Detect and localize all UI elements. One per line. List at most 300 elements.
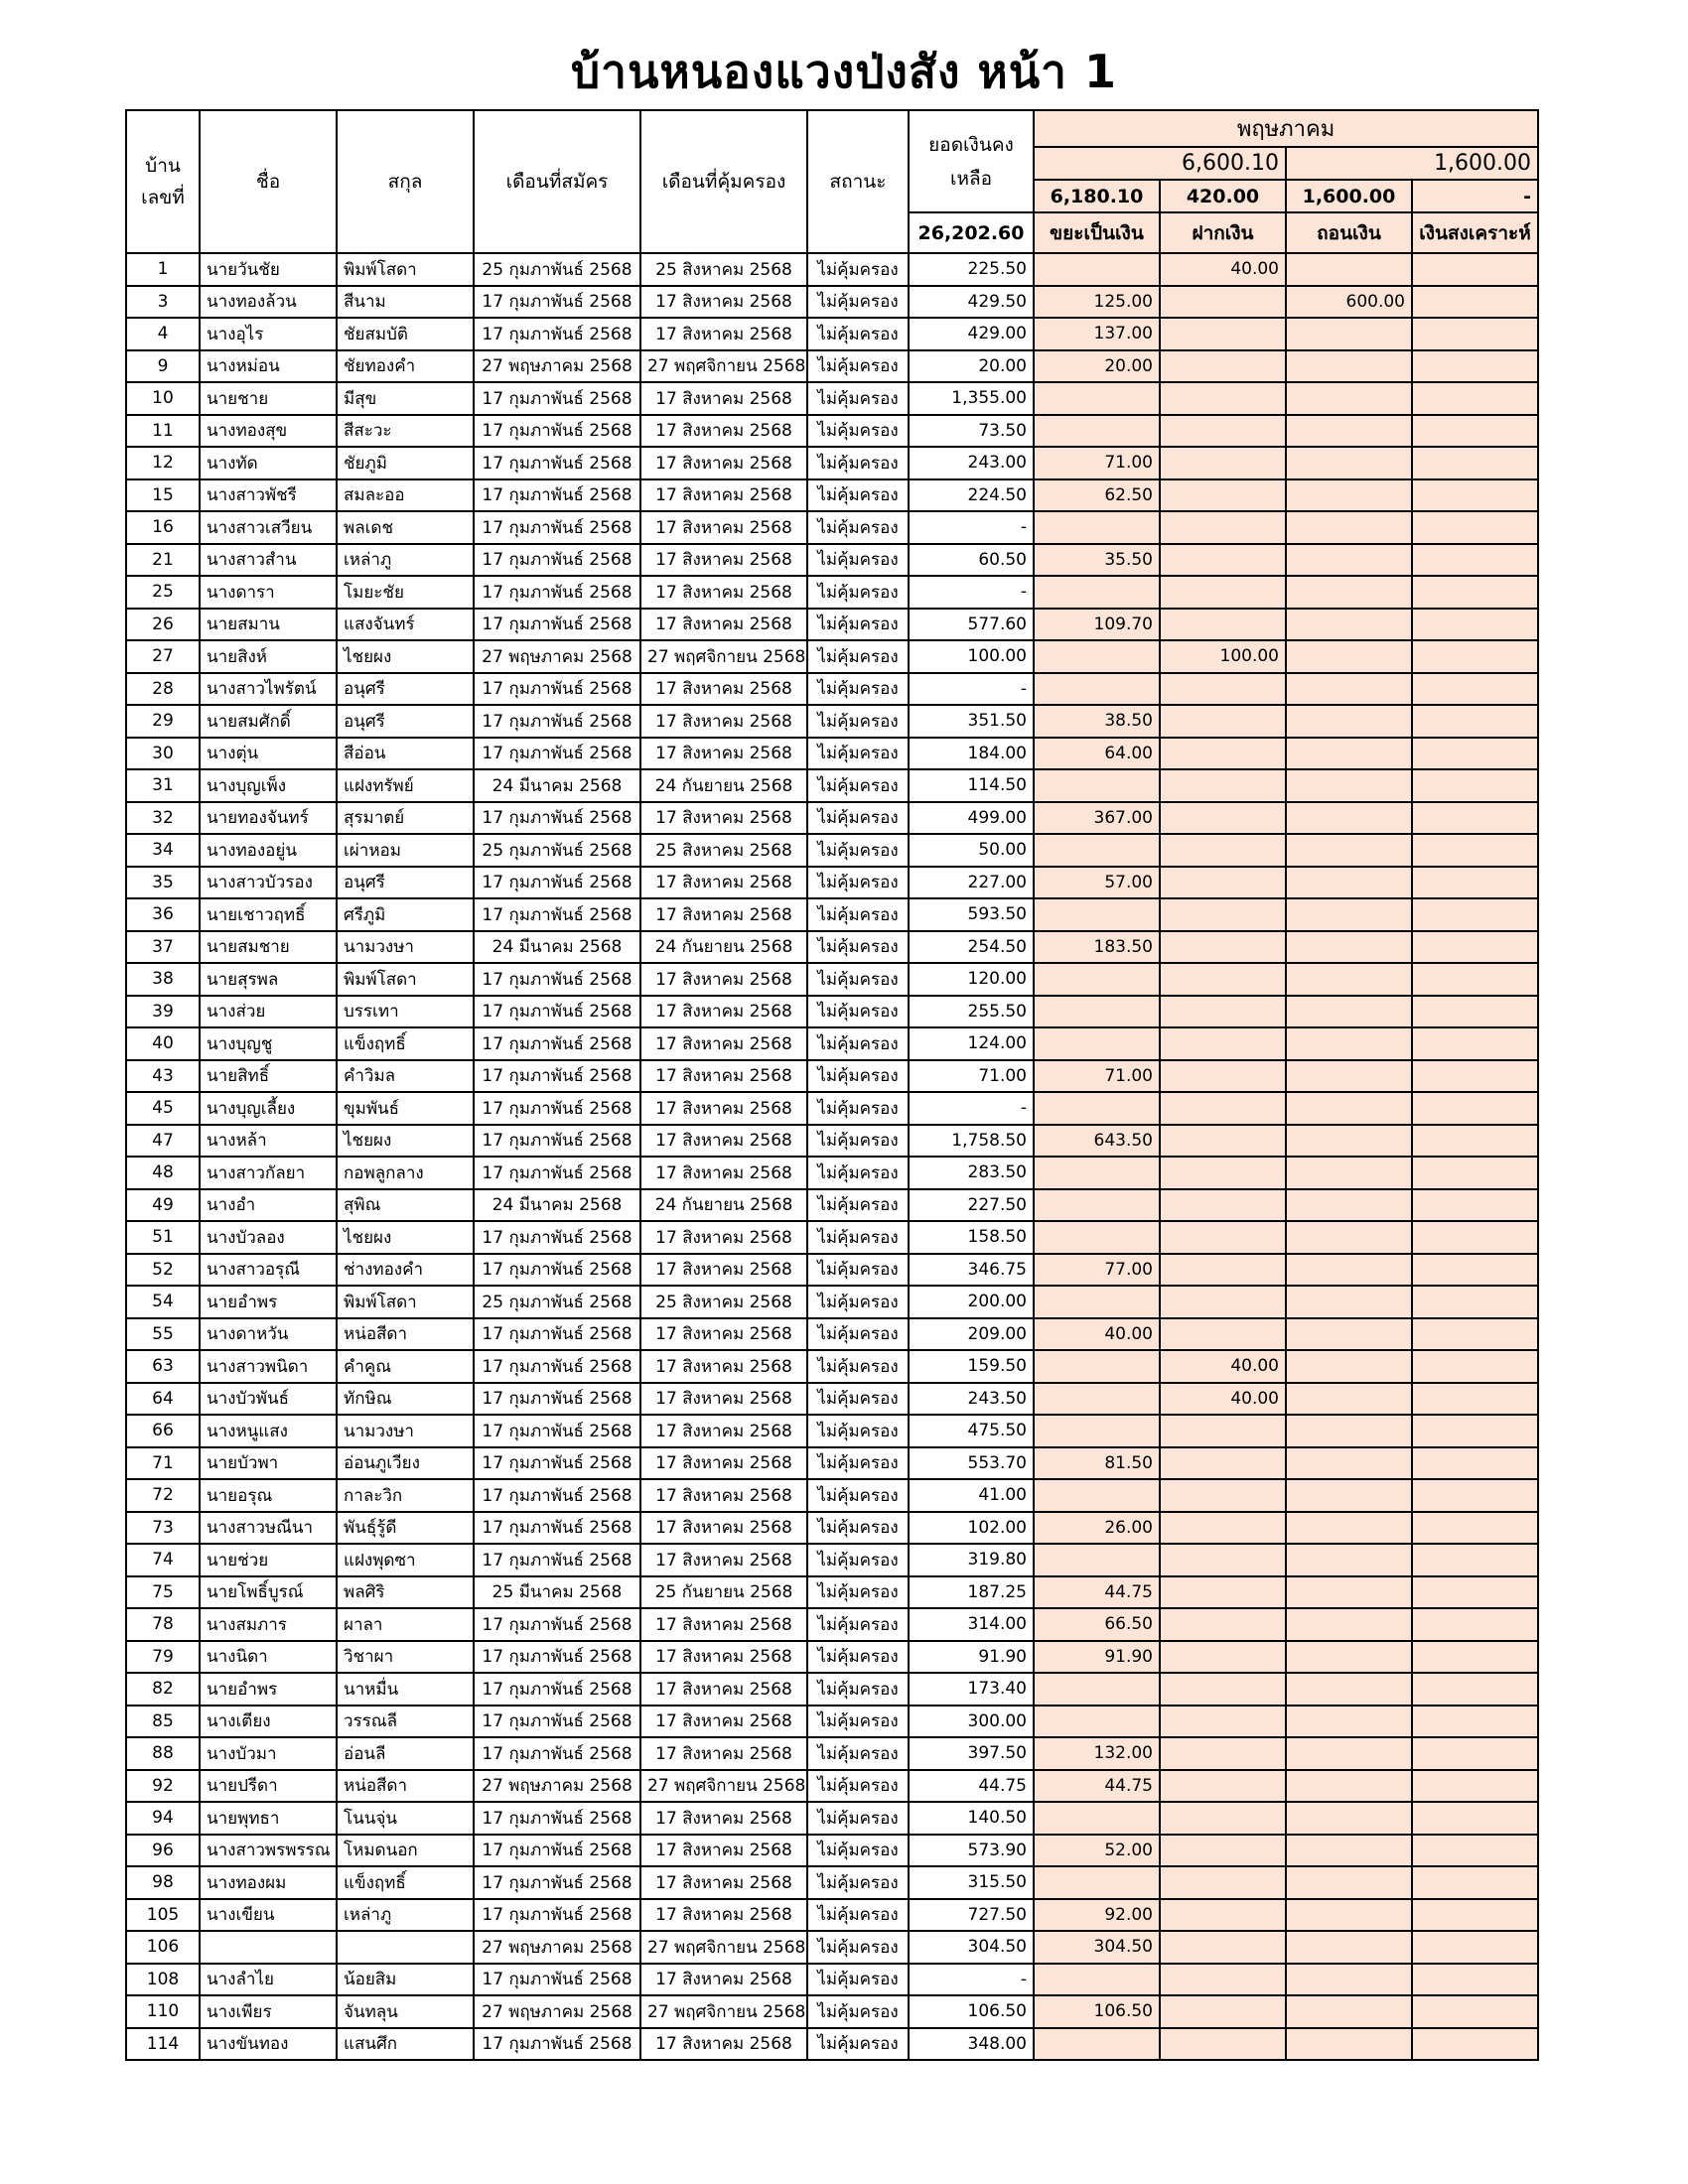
cell-deposit bbox=[1160, 1286, 1286, 1318]
cell-garbage bbox=[1034, 1544, 1160, 1576]
cell-status: ไม่คุ้มครอง bbox=[807, 1189, 909, 1222]
cell-balance: - bbox=[909, 1964, 1034, 1996]
cell-cover: 17 สิงหาคม 2568 bbox=[640, 1964, 807, 1996]
cell-join: 17 กุมภาพันธ์ 2568 bbox=[474, 1157, 640, 1189]
table-row bbox=[126, 1286, 1538, 1318]
cell-status: ไม่คุ้มครอง bbox=[807, 1608, 909, 1641]
cell-balance: 283.50 bbox=[909, 1157, 1034, 1189]
table-row bbox=[126, 1157, 1538, 1189]
cell-surname: แข็งฤทธิ์ bbox=[337, 1866, 474, 1899]
table-row bbox=[126, 415, 1538, 448]
cell-welfare bbox=[1412, 1608, 1538, 1641]
cell-name: นางเตียง bbox=[200, 1706, 337, 1738]
cell-no: 66 bbox=[126, 1415, 200, 1447]
cell-withdraw bbox=[1286, 1512, 1412, 1545]
cell-no: 49 bbox=[126, 1189, 200, 1222]
cell-cover: 17 สิงหาคม 2568 bbox=[640, 1157, 807, 1189]
cell-surname: สีสะวะ bbox=[337, 415, 474, 448]
cell-garbage: 132.00 bbox=[1034, 1737, 1160, 1770]
cell-name: นายสมชาย bbox=[200, 931, 337, 964]
cell-join: 17 กุมภาพันธ์ 2568 bbox=[474, 1125, 640, 1158]
cell-name: นางสาวพรพรรณ bbox=[200, 1835, 337, 1867]
cell-withdraw bbox=[1286, 1479, 1412, 1512]
cell-garbage: 109.70 bbox=[1034, 609, 1160, 641]
cell-welfare bbox=[1412, 1447, 1538, 1480]
cell-no: 85 bbox=[126, 1706, 200, 1738]
cell-surname: พลศิริ bbox=[337, 1576, 474, 1609]
cell-name: นายบัวพา bbox=[200, 1447, 337, 1480]
cell-balance: 100.00 bbox=[909, 640, 1034, 673]
cell-cover: 17 สิงหาคม 2568 bbox=[640, 1866, 807, 1899]
cell-surname: มีสุข bbox=[337, 382, 474, 415]
table-row bbox=[126, 1254, 1538, 1287]
table-row bbox=[126, 1318, 1538, 1351]
cell-cover: 25 สิงหาคม 2568 bbox=[640, 834, 807, 867]
cell-no: 63 bbox=[126, 1350, 200, 1383]
table-row bbox=[126, 1221, 1538, 1254]
cell-no: 3 bbox=[126, 286, 200, 319]
cell-deposit bbox=[1160, 576, 1286, 609]
cell-welfare bbox=[1412, 415, 1538, 448]
cell-status: ไม่คุ้มครอง bbox=[807, 1673, 909, 1706]
cell-surname: สมละออ bbox=[337, 479, 474, 512]
cell-deposit bbox=[1160, 609, 1286, 641]
cell-garbage: 125.00 bbox=[1034, 286, 1160, 319]
cell-balance: 73.50 bbox=[909, 415, 1034, 448]
cell-deposit bbox=[1160, 867, 1286, 899]
table-row bbox=[126, 673, 1538, 706]
cell-no: 74 bbox=[126, 1544, 200, 1576]
cell-cover: 27 พฤศจิกายน 2568 bbox=[640, 640, 807, 673]
cell-balance: 346.75 bbox=[909, 1254, 1034, 1287]
cell-surname: อนุศรี bbox=[337, 705, 474, 738]
cell-join: 17 กุมภาพันธ์ 2568 bbox=[474, 1415, 640, 1447]
cell-name: นางอำ bbox=[200, 1189, 337, 1222]
cell-deposit bbox=[1160, 1318, 1286, 1351]
header-status: สถานะ bbox=[807, 110, 909, 253]
cell-deposit bbox=[1160, 318, 1286, 350]
cell-garbage: 91.90 bbox=[1034, 1641, 1160, 1674]
cell-garbage bbox=[1034, 1092, 1160, 1125]
table-row bbox=[126, 1737, 1538, 1770]
cell-surname: คำคูณ bbox=[337, 1350, 474, 1383]
cell-garbage bbox=[1034, 898, 1160, 931]
cell-join: 17 กุมภาพันธ์ 2568 bbox=[474, 1447, 640, 1480]
cell-no: 38 bbox=[126, 963, 200, 996]
cell-welfare bbox=[1412, 769, 1538, 802]
cell-surname: โมยะชัย bbox=[337, 576, 474, 609]
cell-balance: 173.40 bbox=[909, 1673, 1034, 1706]
cell-join: 17 กุมภาพันธ์ 2568 bbox=[474, 1899, 640, 1932]
cell-surname: กาละวิก bbox=[337, 1479, 474, 1512]
cell-join: 27 พฤษภาคม 2568 bbox=[474, 1931, 640, 1964]
cell-cover: 17 สิงหาคม 2568 bbox=[640, 1899, 807, 1932]
cell-garbage bbox=[1034, 511, 1160, 544]
cell-surname: ชัยภูมิ bbox=[337, 447, 474, 479]
cell-deposit bbox=[1160, 898, 1286, 931]
cell-welfare bbox=[1412, 318, 1538, 350]
cell-no: 92 bbox=[126, 1770, 200, 1803]
cell-garbage: 64.00 bbox=[1034, 738, 1160, 770]
cell-no: 105 bbox=[126, 1899, 200, 1932]
cell-status: ไม่คุ้มครอง bbox=[807, 738, 909, 770]
cell-balance: 1,355.00 bbox=[909, 382, 1034, 415]
cell-no: 52 bbox=[126, 1254, 200, 1287]
table-row bbox=[126, 1544, 1538, 1576]
cell-status: ไม่คุ้มครอง bbox=[807, 640, 909, 673]
cell-balance: 224.50 bbox=[909, 479, 1034, 512]
cell-status: ไม่คุ้มครอง bbox=[807, 673, 909, 706]
cell-no: 96 bbox=[126, 1835, 200, 1867]
cell-withdraw bbox=[1286, 1802, 1412, 1835]
cell-cover: 17 สิงหาคม 2568 bbox=[640, 1479, 807, 1512]
cell-join: 27 พฤษภาคม 2568 bbox=[474, 350, 640, 383]
cell-cover: 17 สิงหาคม 2568 bbox=[640, 318, 807, 350]
cell-welfare bbox=[1412, 1512, 1538, 1545]
cell-no: 28 bbox=[126, 673, 200, 706]
cell-surname: ขุมพันธ์ bbox=[337, 1092, 474, 1125]
cell-name: นายสมาน bbox=[200, 609, 337, 641]
table-row bbox=[126, 802, 1538, 835]
cell-status: ไม่คุ้มครอง bbox=[807, 1447, 909, 1480]
cell-name: นายอำพร bbox=[200, 1673, 337, 1706]
cell-cover: 17 สิงหาคม 2568 bbox=[640, 673, 807, 706]
cell-garbage bbox=[1034, 1802, 1160, 1835]
cell-balance: - bbox=[909, 576, 1034, 609]
cell-join: 17 กุมภาพันธ์ 2568 bbox=[474, 2028, 640, 2061]
table-row bbox=[126, 1576, 1538, 1609]
cell-no: 25 bbox=[126, 576, 200, 609]
cell-welfare bbox=[1412, 1125, 1538, 1158]
cell-status: ไม่คุ้มครอง bbox=[807, 479, 909, 512]
cell-surname: สีนาม bbox=[337, 286, 474, 319]
cell-cover: 17 สิงหาคม 2568 bbox=[640, 1835, 807, 1867]
cell-garbage bbox=[1034, 1027, 1160, 1060]
cell-balance: 71.00 bbox=[909, 1060, 1034, 1093]
cell-no: 110 bbox=[126, 1995, 200, 2028]
cell-name: นางสมภาร bbox=[200, 1608, 337, 1641]
cell-name: นายสิทธิ์ bbox=[200, 1060, 337, 1093]
cell-no: 16 bbox=[126, 511, 200, 544]
cell-welfare bbox=[1412, 802, 1538, 835]
cell-withdraw bbox=[1286, 544, 1412, 577]
cell-no: 71 bbox=[126, 1447, 200, 1480]
table-row bbox=[126, 640, 1538, 673]
cell-welfare bbox=[1412, 640, 1538, 673]
cell-surname: อ่อนลี bbox=[337, 1737, 474, 1770]
cell-no: 26 bbox=[126, 609, 200, 641]
cell-cover: 25 สิงหาคม 2568 bbox=[640, 1286, 807, 1318]
table-row bbox=[126, 447, 1538, 479]
cell-surname: พิมพ์โสดา bbox=[337, 1286, 474, 1318]
table-row bbox=[126, 511, 1538, 544]
cell-name: นายทองจันทร์ bbox=[200, 802, 337, 835]
table-row bbox=[126, 1706, 1538, 1738]
cell-withdraw bbox=[1286, 1027, 1412, 1060]
cell-status: ไม่คุ้มครอง bbox=[807, 963, 909, 996]
cell-deposit bbox=[1160, 1415, 1286, 1447]
cell-status: ไม่คุ้มครอง bbox=[807, 1479, 909, 1512]
cell-garbage: 38.50 bbox=[1034, 705, 1160, 738]
cell-name: นางหนูแสง bbox=[200, 1415, 337, 1447]
cell-garbage: 66.50 bbox=[1034, 1608, 1160, 1641]
table-row bbox=[126, 318, 1538, 350]
cell-cover: 17 สิงหาคม 2568 bbox=[640, 1512, 807, 1545]
cell-join: 17 กุมภาพันธ์ 2568 bbox=[474, 1737, 640, 1770]
cell-status: ไม่คุ้มครอง bbox=[807, 1350, 909, 1383]
cell-balance: 314.00 bbox=[909, 1608, 1034, 1641]
cell-surname: อนุศรี bbox=[337, 867, 474, 899]
cell-cover: 17 สิงหาคม 2568 bbox=[640, 1027, 807, 1060]
cell-garbage: 20.00 bbox=[1034, 350, 1160, 383]
cell-surname: ทักษิณ bbox=[337, 1383, 474, 1416]
cell-balance: 114.50 bbox=[909, 769, 1034, 802]
cell-deposit bbox=[1160, 1931, 1286, 1964]
cell-cover: 17 สิงหาคม 2568 bbox=[640, 867, 807, 899]
cell-no: 40 bbox=[126, 1027, 200, 1060]
table-row bbox=[126, 769, 1538, 802]
cell-balance: 60.50 bbox=[909, 544, 1034, 577]
cell-surname: เหล่าภู bbox=[337, 544, 474, 577]
header-balance-total: 26,202.60 bbox=[909, 212, 1034, 253]
cell-deposit bbox=[1160, 1995, 1286, 2028]
cell-welfare bbox=[1412, 1318, 1538, 1351]
cell-welfare bbox=[1412, 1189, 1538, 1222]
cell-withdraw bbox=[1286, 1350, 1412, 1383]
cell-balance: 225.50 bbox=[909, 253, 1034, 286]
cell-balance: 187.25 bbox=[909, 1576, 1034, 1609]
cell-withdraw bbox=[1286, 1737, 1412, 1770]
cell-withdraw bbox=[1286, 1770, 1412, 1803]
cell-garbage bbox=[1034, 253, 1160, 286]
cell-balance: 140.50 bbox=[909, 1802, 1034, 1835]
table-row bbox=[126, 1092, 1538, 1125]
cell-cover: 17 สิงหาคม 2568 bbox=[640, 1350, 807, 1383]
cell-join: 17 กุมภาพันธ์ 2568 bbox=[474, 415, 640, 448]
cell-name: นางสาวกัลยา bbox=[200, 1157, 337, 1189]
cell-surname: สุพิณ bbox=[337, 1189, 474, 1222]
cell-withdraw bbox=[1286, 1221, 1412, 1254]
cell-balance: 209.00 bbox=[909, 1318, 1034, 1351]
cell-cover: 17 สิงหาคม 2568 bbox=[640, 447, 807, 479]
cell-deposit bbox=[1160, 544, 1286, 577]
cell-deposit bbox=[1160, 382, 1286, 415]
cell-withdraw bbox=[1286, 415, 1412, 448]
cell-surname: พิมพ์โสดา bbox=[337, 253, 474, 286]
table-row bbox=[126, 1060, 1538, 1093]
cell-no: 51 bbox=[126, 1221, 200, 1254]
table-row bbox=[126, 1995, 1538, 2028]
cell-cover: 17 สิงหาคม 2568 bbox=[640, 1641, 807, 1674]
cell-deposit bbox=[1160, 1737, 1286, 1770]
cell-deposit bbox=[1160, 286, 1286, 319]
cell-welfare bbox=[1412, 673, 1538, 706]
cell-garbage bbox=[1034, 996, 1160, 1028]
cell-surname: แฝงพุดซา bbox=[337, 1544, 474, 1576]
cell-garbage bbox=[1034, 2028, 1160, 2061]
cell-name: นางบุญชู bbox=[200, 1027, 337, 1060]
cell-no: 114 bbox=[126, 2028, 200, 2061]
cell-no: 64 bbox=[126, 1383, 200, 1416]
cell-welfare bbox=[1412, 1770, 1538, 1803]
cell-join: 17 กุมภาพันธ์ 2568 bbox=[474, 738, 640, 770]
cell-welfare bbox=[1412, 1576, 1538, 1609]
cell-deposit bbox=[1160, 1899, 1286, 1932]
cell-name bbox=[200, 1931, 337, 1964]
cell-withdraw bbox=[1286, 511, 1412, 544]
cell-withdraw bbox=[1286, 834, 1412, 867]
cell-garbage bbox=[1034, 1286, 1160, 1318]
cell-withdraw bbox=[1286, 931, 1412, 964]
cell-deposit bbox=[1160, 931, 1286, 964]
cell-balance: 553.70 bbox=[909, 1447, 1034, 1480]
cell-withdraw bbox=[1286, 1286, 1412, 1318]
cell-join: 17 กุมภาพันธ์ 2568 bbox=[474, 705, 640, 738]
cell-deposit bbox=[1160, 1641, 1286, 1674]
header-month: พฤษภาคม bbox=[1034, 110, 1538, 147]
cell-surname: อนุศรี bbox=[337, 673, 474, 706]
cell-join: 17 กุมภาพันธ์ 2568 bbox=[474, 544, 640, 577]
cell-balance: - bbox=[909, 511, 1034, 544]
cell-balance: 158.50 bbox=[909, 1221, 1034, 1254]
cell-join: 17 กุมภาพันธ์ 2568 bbox=[474, 318, 640, 350]
cell-status: ไม่คุ้มครอง bbox=[807, 1802, 909, 1835]
cell-status: ไม่คุ้มครอง bbox=[807, 867, 909, 899]
table-row bbox=[126, 1770, 1538, 1803]
cell-no: 78 bbox=[126, 1608, 200, 1641]
cell-welfare bbox=[1412, 1060, 1538, 1093]
cell-status: ไม่คุ้มครอง bbox=[807, 802, 909, 835]
cell-deposit bbox=[1160, 1835, 1286, 1867]
cell-name: นางอุไร bbox=[200, 318, 337, 350]
cell-status: ไม่คุ้มครอง bbox=[807, 1770, 909, 1803]
cell-name: นางเพียร bbox=[200, 1995, 337, 2028]
cell-cover: 17 สิงหาคม 2568 bbox=[640, 544, 807, 577]
table-row bbox=[126, 253, 1538, 286]
cell-surname: เผ่าหอม bbox=[337, 834, 474, 867]
cell-cover: 17 สิงหาคม 2568 bbox=[640, 1415, 807, 1447]
cell-cover: 17 สิงหาคม 2568 bbox=[640, 286, 807, 319]
cell-deposit bbox=[1160, 1027, 1286, 1060]
cell-balance: 254.50 bbox=[909, 931, 1034, 964]
cell-withdraw bbox=[1286, 1899, 1412, 1932]
cell-welfare bbox=[1412, 1737, 1538, 1770]
table-row bbox=[126, 867, 1538, 899]
cell-garbage: 62.50 bbox=[1034, 479, 1160, 512]
cell-deposit bbox=[1160, 802, 1286, 835]
cell-no: 37 bbox=[126, 931, 200, 964]
cell-status: ไม่คุ้มครอง bbox=[807, 1576, 909, 1609]
cell-welfare bbox=[1412, 253, 1538, 286]
cell-cover: 17 สิงหาคม 2568 bbox=[640, 1221, 807, 1254]
cell-join: 17 กุมภาพันธ์ 2568 bbox=[474, 867, 640, 899]
cell-deposit bbox=[1160, 1802, 1286, 1835]
cell-balance: 227.00 bbox=[909, 867, 1034, 899]
table-row bbox=[126, 350, 1538, 383]
cell-balance: 120.00 bbox=[909, 963, 1034, 996]
cell-name: นางบัวพันธ์ bbox=[200, 1383, 337, 1416]
cell-cover: 17 สิงหาคม 2568 bbox=[640, 1125, 807, 1158]
header-col-deposit: ฝากเงิน bbox=[1160, 212, 1286, 253]
cell-welfare bbox=[1412, 1479, 1538, 1512]
cell-surname: พันธุ์รู้ดี bbox=[337, 1512, 474, 1545]
cell-welfare bbox=[1412, 2028, 1538, 2061]
cell-join: 27 พฤษภาคม 2568 bbox=[474, 1770, 640, 1803]
cell-cover: 17 สิงหาคม 2568 bbox=[640, 1060, 807, 1093]
cell-name: นางนิดา bbox=[200, 1641, 337, 1674]
cell-join: 17 กุมภาพันธ์ 2568 bbox=[474, 1383, 640, 1416]
cell-withdraw bbox=[1286, 898, 1412, 931]
cell-balance: 499.00 bbox=[909, 802, 1034, 835]
cell-surname: พิมพ์โสดา bbox=[337, 963, 474, 996]
cell-deposit bbox=[1160, 769, 1286, 802]
cell-garbage bbox=[1034, 769, 1160, 802]
cell-deposit bbox=[1160, 1092, 1286, 1125]
cell-deposit bbox=[1160, 1608, 1286, 1641]
header-sub-deposit: 420.00 bbox=[1160, 180, 1286, 212]
cell-status: ไม่คุ้มครอง bbox=[807, 1899, 909, 1932]
table-row bbox=[126, 2028, 1538, 2061]
header-col-welfare: เงินสงเคราะห์ bbox=[1412, 212, 1538, 253]
cell-deposit bbox=[1160, 447, 1286, 479]
cell-garbage bbox=[1034, 415, 1160, 448]
cell-status: ไม่คุ้มครอง bbox=[807, 996, 909, 1028]
cell-no: 12 bbox=[126, 447, 200, 479]
cell-no: 73 bbox=[126, 1512, 200, 1545]
cell-surname: คำวิมล bbox=[337, 1060, 474, 1093]
table-row bbox=[126, 286, 1538, 319]
cell-withdraw bbox=[1286, 1608, 1412, 1641]
cell-surname: สุรมาตย์ bbox=[337, 802, 474, 835]
cell-balance: 429.50 bbox=[909, 286, 1034, 319]
cell-join: 17 กุมภาพันธ์ 2568 bbox=[474, 479, 640, 512]
cell-no: 54 bbox=[126, 1286, 200, 1318]
cell-balance: 50.00 bbox=[909, 834, 1034, 867]
cell-withdraw bbox=[1286, 1415, 1412, 1447]
table-row bbox=[126, 1835, 1538, 1867]
cell-withdraw bbox=[1286, 576, 1412, 609]
table-header bbox=[126, 110, 1538, 253]
cell-withdraw bbox=[1286, 1544, 1412, 1576]
cell-deposit bbox=[1160, 1254, 1286, 1287]
cell-join: 25 กุมภาพันธ์ 2568 bbox=[474, 1286, 640, 1318]
cell-balance: 106.50 bbox=[909, 1995, 1034, 2028]
cell-withdraw bbox=[1286, 447, 1412, 479]
cell-name: นายอำพร bbox=[200, 1286, 337, 1318]
cell-welfare bbox=[1412, 1964, 1538, 1996]
cell-name: นางเขียน bbox=[200, 1899, 337, 1932]
cell-welfare bbox=[1412, 867, 1538, 899]
cell-welfare bbox=[1412, 1157, 1538, 1189]
cell-withdraw bbox=[1286, 738, 1412, 770]
cell-name: นางสาวพัชรี bbox=[200, 479, 337, 512]
cell-join: 17 กุมภาพันธ์ 2568 bbox=[474, 511, 640, 544]
cell-cover: 17 สิงหาคม 2568 bbox=[640, 511, 807, 544]
cell-status: ไม่คุ้มครอง bbox=[807, 1157, 909, 1189]
cell-garbage bbox=[1034, 576, 1160, 609]
table-row bbox=[126, 1189, 1538, 1222]
cell-join: 17 กุมภาพันธ์ 2568 bbox=[474, 609, 640, 641]
table-row bbox=[126, 1964, 1538, 1996]
cell-deposit: 100.00 bbox=[1160, 640, 1286, 673]
cell-no: 32 bbox=[126, 802, 200, 835]
cell-withdraw bbox=[1286, 479, 1412, 512]
cell-join: 25 กุมภาพันธ์ 2568 bbox=[474, 253, 640, 286]
table-row bbox=[126, 1447, 1538, 1480]
table-row bbox=[126, 479, 1538, 512]
cell-garbage: 52.00 bbox=[1034, 1835, 1160, 1867]
cell-withdraw bbox=[1286, 1447, 1412, 1480]
